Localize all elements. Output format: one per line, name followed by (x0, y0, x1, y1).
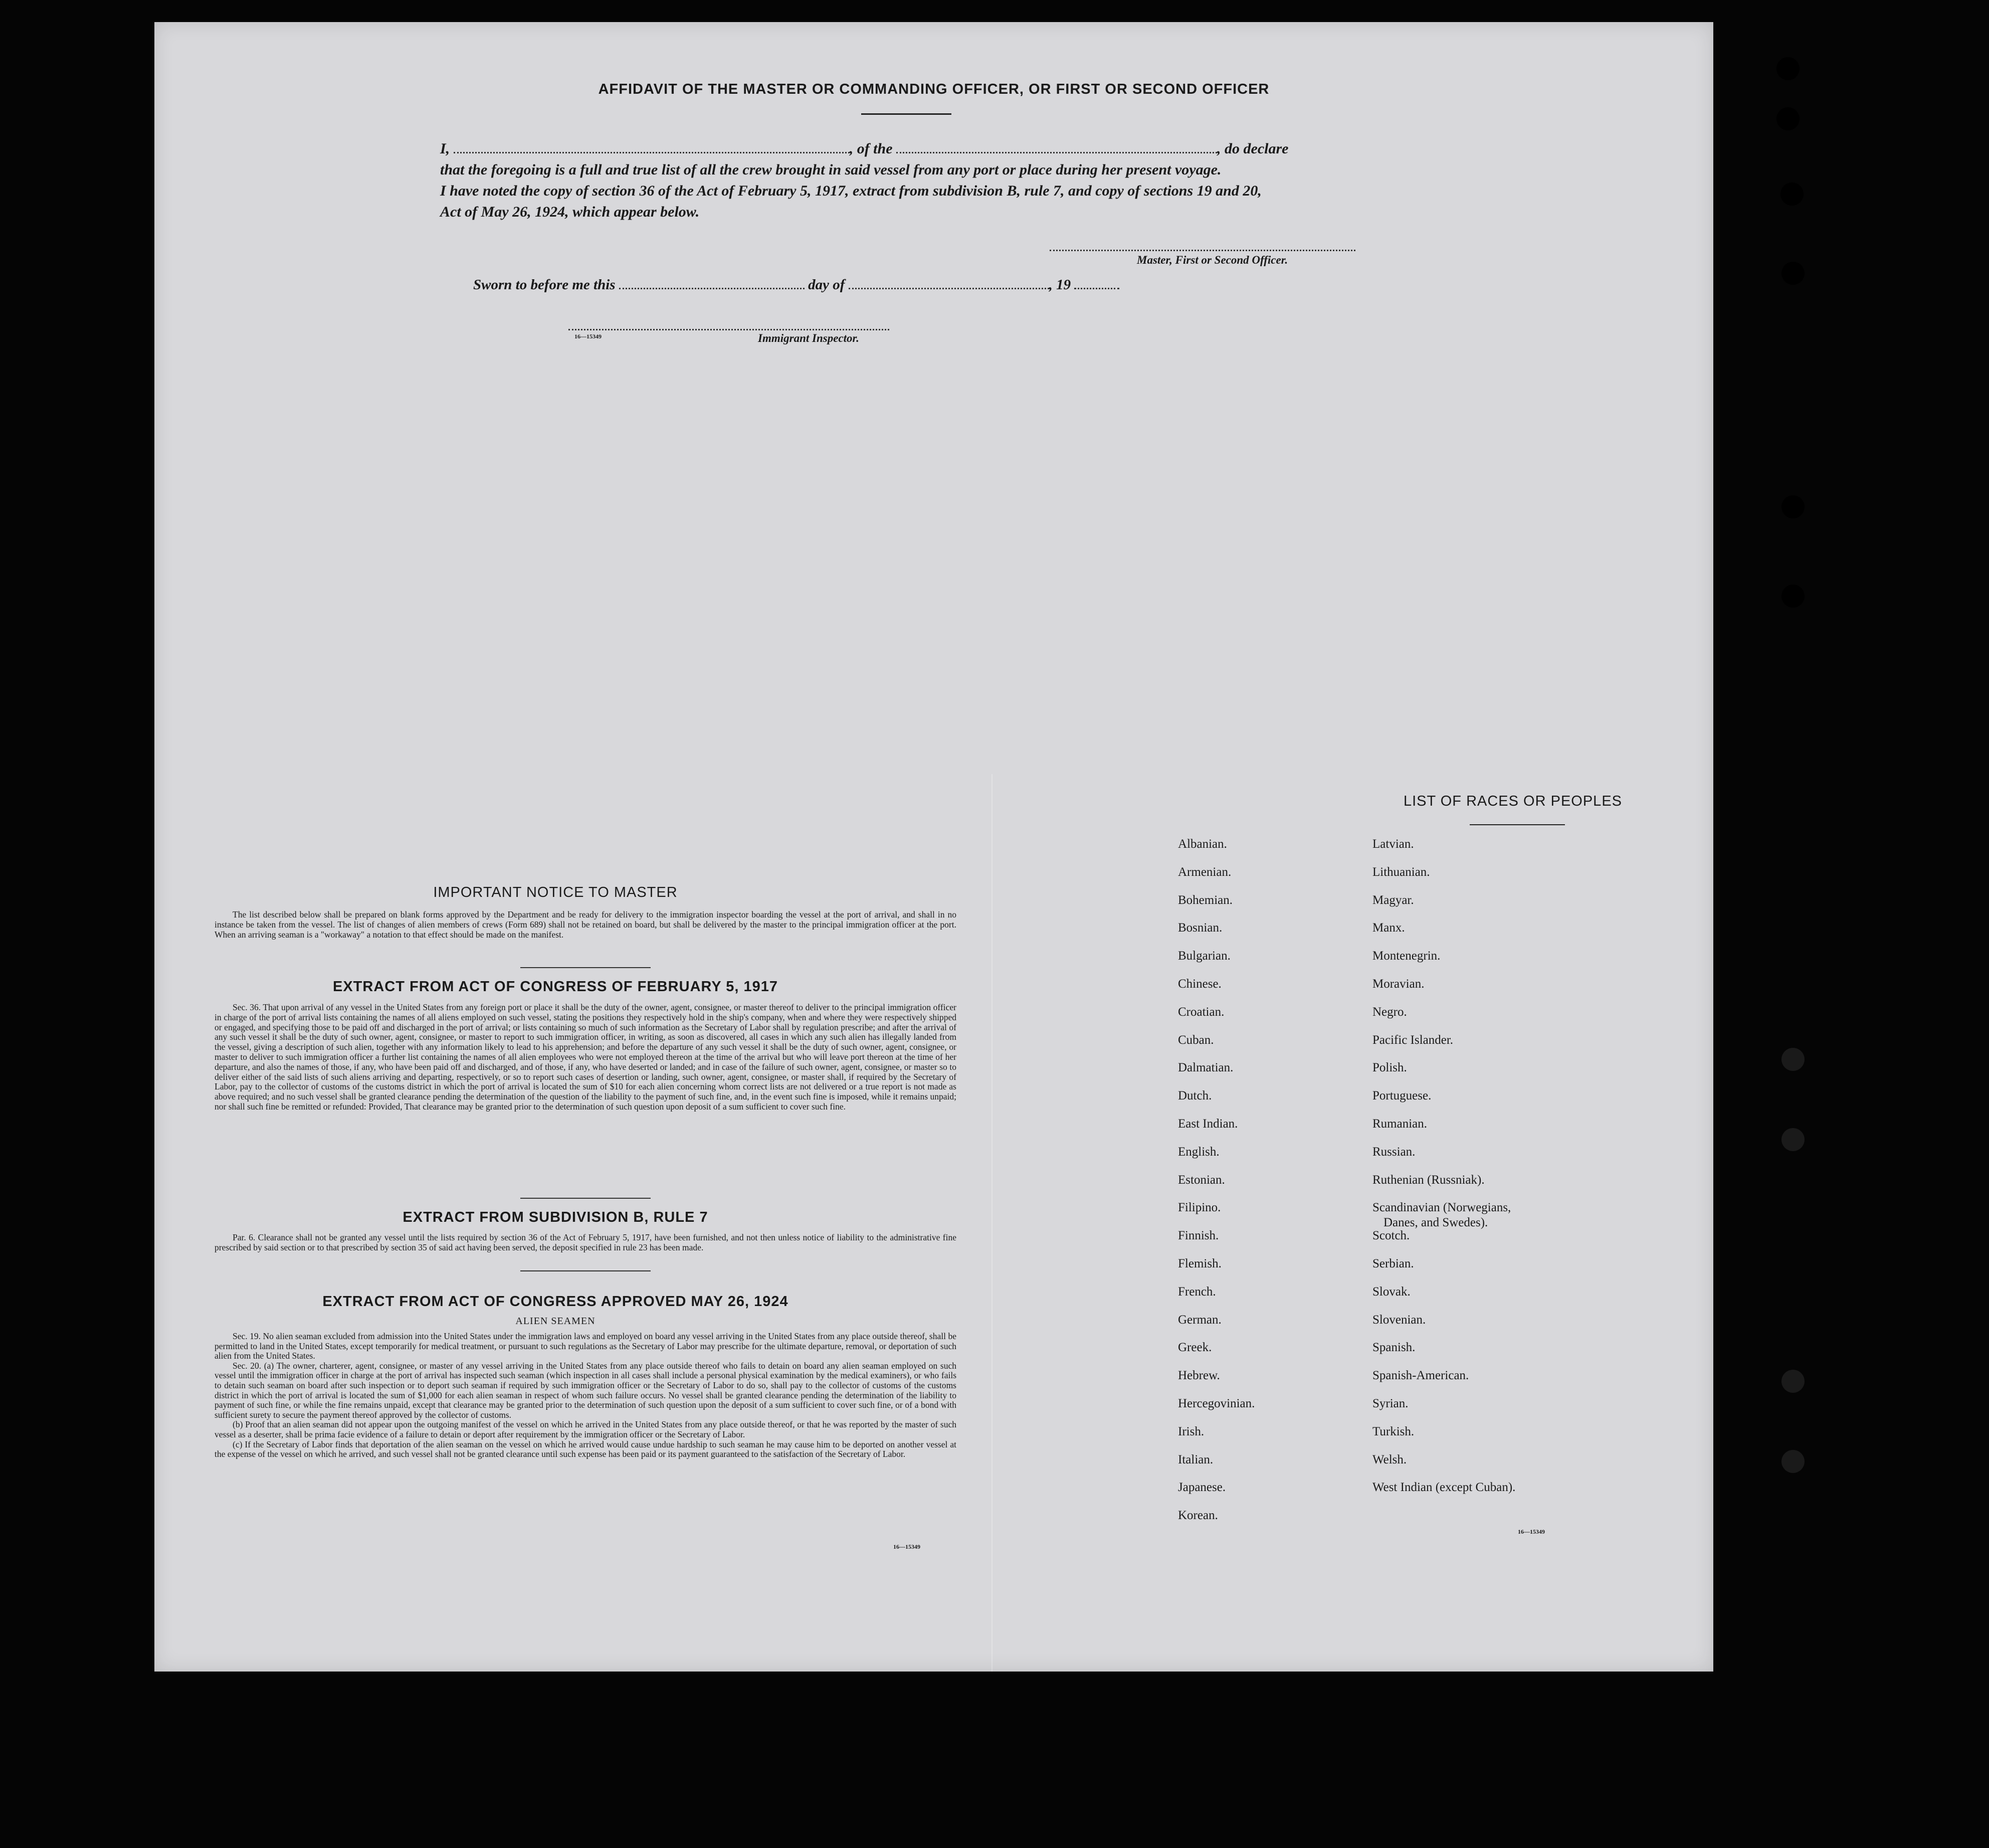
sworn-day: day of (808, 277, 845, 293)
extract-form-number: 16—15349 (893, 1543, 920, 1550)
binder-hole (1781, 262, 1805, 285)
race-item: Finnish. (1178, 1229, 1219, 1243)
race-item: Polish. (1372, 1061, 1407, 1075)
race-item: Portuguese. (1372, 1089, 1432, 1103)
inspector-signature-line (568, 329, 889, 330)
race-item: Manx. (1372, 921, 1405, 935)
affidavit-line-4: Act of May 26, 1924, which appear below. (440, 204, 700, 220)
races-title: LIST OF RACES OR PEOPLES (1403, 793, 1623, 809)
race-item: Flemish. (1178, 1257, 1222, 1270)
race-item: Chinese. (1178, 977, 1222, 991)
binder-hole (1781, 1048, 1805, 1071)
sworn-year: , 19 (1049, 277, 1071, 293)
race-item: East Indian. (1178, 1117, 1238, 1131)
affidavit-title: AFFIDAVIT OF THE MASTER OR COMMANDING OFFICER, OR FIRST OR SECOND OFFICER (598, 81, 1270, 97)
extract-1917-title: EXTRACT FROM ACT OF CONGRESS OF FEBRUARY 5, 1917 (332, 979, 778, 995)
race-item: Bohemian. (1178, 893, 1233, 907)
race-item: Dalmatian. (1178, 1061, 1234, 1075)
master-signature-line (1050, 250, 1355, 251)
sec-19-paragraph: Sec. 19. No alien seaman excluded from admission into the United States under the immigration laws and employed on board any vessel arriving in the United States from any place outside thereof, shall be permitted to land in the United States, except temporarily for medical treatment, or pursuant to such regulations as the Secretary of Labor may prescribe for the ultimate departure, removal, or deportation of such alien from the United States. (215, 1331, 956, 1361)
binder-hole (1776, 107, 1800, 130)
race-item: West Indian (except Cuban). (1372, 1481, 1516, 1495)
race-item: Hercegovinian. (1178, 1397, 1255, 1410)
binder-hole (1781, 1370, 1805, 1393)
race-item: Slovenian. (1372, 1313, 1426, 1327)
sworn-date-field (619, 288, 805, 289)
declarant-prefix: I, (440, 140, 450, 157)
race-item: Italian. (1178, 1452, 1214, 1466)
race-item: Scandinavian (Norwegians, (1372, 1201, 1511, 1215)
extract-1924-title: EXTRACT FROM ACT OF CONGRESS APPROVED MAY 26, 1924 (322, 1293, 788, 1310)
race-item: Russian. (1372, 1145, 1416, 1159)
declare-suffix: , do declare (1217, 140, 1289, 157)
race-item: Greek. (1178, 1341, 1212, 1355)
section-divider (520, 967, 651, 968)
rule7-title: EXTRACT FROM SUBDIVISION B, RULE 7 (403, 1209, 708, 1225)
affidavit-line-3: I have noted the copy of section 36 of the Act of February 5, 1917, extract from subdivision B, rule 7, and copy of sections 19 and 20, (440, 182, 1262, 199)
sec-20a-paragraph: Sec. 20. (a) The owner, charterer, agent, consignee, or master of any vessel arriving in the United States from any place outside thereof who fails to detain on board any alien seaman employed on such vessel until the immigration officer in charge at the port of arrival has inspected such seaman (which inspection in all cases shall include a personal physical examination by the medical examiners), or who fails to detain such seaman on board after such inspection or to deport such seaman if required by such immigration officer or the Secretary of Labor to do so, shall pay to the collector of customs of the customs district in which the port of arrival is located the sum of $1,000 for each alien seaman in respect of whom such failure occurs. No vessel shall be granted clearance pending the determination of the liability to payment of such fine, or while the fine remains unpaid, except that clearance may be granted prior to the determination of such question upon the deposit of a sum sufficient to cover such fine, or of a bond with sufficient surety to secure the payment thereof approved by the collector of customs. (215, 1360, 956, 1420)
notice-body (215, 909, 956, 940)
race-item: Slovak. (1372, 1284, 1411, 1299)
section-divider (520, 1198, 651, 1199)
sworn-line (473, 277, 1436, 293)
race-item: Irish. (1178, 1424, 1205, 1438)
extract-1917-paragraph: Sec. 36. That upon arrival of any vessel in the United States from any foreign port or place it shall be the duty of the owner, agent, consignee, or master thereof to deliver to the principal immigration officer in charge of the port of arrival lists containing the names of all aliens employed on such vessel, stating the positions they respectively hold in the ship's company, when and where they were respectively shipped or engaged, and specifying those to be paid off and discharged in the port of arrival; or lists containing so much of such information as the Secretary of Labor shall by regulation prescribe; and after the arrival of any such vessel it shall be the duty of such owner, agent, consignee, or master to report to such immigration officer, in writing, as soon as discovered, all cases in which any such alien has illegally landed from the vessel, giving a description of such alien, together with any information likely to lead to his apprehension; and before the departure of any such vessel it shall be the duty of such owner, agent, consignee, or master to deliver to such immigration officer a further list containing the names of all alien employees who were not employed thereon at the time of the arrival but who will leave port thereon at the time of her departure, and also the names of those, if any, who have been paid off and discharged, and of those, if any, who have deserted or landed; and in case of the failure of such owner, agent, consignee, or master so to deliver either of the said lists of such aliens arriving and departing, respectively, or so to report such cases of desertion or landing, such owner, agent, consignee, or master shall, if required by the Secretary of Labor, pay to the collector of customs of the customs district in which the port of arrival is located the sum of $10 for each alien concerning whom correct lists are not delivered or a true report is not made as above required; and no such vessel shall be granted clearance pending the determination of the question of the liability to the payment of such fine, and, in the event such fine is imposed, while it remains unpaid; nor shall such fine be remitted or refunded: Provided, That clearance may be granted prior to the determination of such question upon deposit of a sum sufficient to cover such fine. (215, 1002, 956, 1112)
binder-hole (1781, 495, 1805, 518)
vessel-prefix: , of the (849, 140, 893, 157)
race-item: Korean. (1178, 1509, 1218, 1523)
race-item: Spanish-American. (1372, 1369, 1469, 1383)
declarant-name-field (454, 152, 850, 153)
race-item: Pacific Islander. (1372, 1033, 1454, 1047)
master-signature-label: Master, First or Second Officer. (1137, 254, 1288, 266)
sec-20c-paragraph: (c) If the Secretary of Labor finds that deportation of the alien seaman on the vessel on which he arrived would cause undue hardship to such seaman he may cause him to be deported on another vessel at the expense of the vessel on which he arrived, and such vessel shall not be granted clearance until such expense has been paid or its payment guaranteed to the satisfaction of the Secretary of Labor. (215, 1439, 956, 1459)
race-item: Ruthenian (Russniak). (1372, 1173, 1485, 1187)
race-item: Serbian. (1372, 1257, 1414, 1270)
races-form-number: 16—15349 (1518, 1528, 1545, 1535)
binder-hole (1781, 585, 1805, 608)
race-item: Danes, and Swedes). (1383, 1216, 1488, 1230)
binder-hole (1776, 57, 1800, 80)
race-item: Bulgarian. (1178, 949, 1231, 963)
race-item: Syrian. (1372, 1397, 1409, 1410)
race-item: Negro. (1372, 1005, 1407, 1019)
race-item: Filipino. (1178, 1201, 1221, 1215)
race-item: Rumanian. (1372, 1117, 1428, 1131)
alien-seamen-subtitle: ALIEN SEAMEN (515, 1316, 595, 1327)
race-item: Latvian. (1372, 837, 1414, 851)
affidavit-line-2: that the foregoing is a full and true list of all the crew brought in said vessel from any port or place during her present voyage. (440, 161, 1222, 178)
extract-1917-body (215, 1003, 956, 1112)
race-item: Welsh. (1372, 1452, 1407, 1466)
notice-paragraph: The list described below shall be prepared on blank forms approved by the Department and be ready for delivery to the immigration inspector boarding the vessel at the port of arrival, and shall in no instance be taken from the vessel. The list of changes of alien members of crews (Form 689) shall not be retained on board, but shall be delivered by the master to the principal immigration officer at the port. When an arriving seaman is a "workaway" a notation to that effect should be made on the manifest. (215, 909, 956, 940)
race-item: Cuban. (1178, 1033, 1214, 1047)
race-item: Armenian. (1178, 865, 1232, 879)
rule7-body (215, 1232, 956, 1252)
race-item: Albanian. (1178, 837, 1227, 851)
race-item: Moravian. (1372, 977, 1425, 991)
binder-hole (1780, 182, 1804, 206)
race-item: Bosnian. (1178, 921, 1223, 935)
race-item: English. (1178, 1145, 1220, 1159)
sworn-month-field (849, 288, 1049, 289)
affidavit-line-1 (440, 140, 1403, 157)
affidavit-form-number: 16—15349 (574, 333, 602, 340)
race-item: Scotch. (1372, 1229, 1410, 1243)
sec-20b-paragraph: (b) Proof that an alien seaman did not appear upon the outgoing manifest of the vessel on which he arrived in the United States from any place outside thereof, or that he was reported by the master of such vessel as a deserter, shall be prima facie evidence of a failure to detain or deport after requirement by the immigration officer or the Secretary of Labor. (215, 1419, 956, 1439)
sworn-prefix: Sworn to before me this (473, 277, 616, 293)
race-item: Spanish. (1372, 1341, 1416, 1355)
race-item: Montenegrin. (1372, 949, 1441, 963)
race-item: German. (1178, 1313, 1222, 1327)
race-item: Turkish. (1372, 1424, 1415, 1438)
extract-1924-body (215, 1332, 956, 1459)
page-fold (991, 774, 992, 1672)
race-item: Japanese. (1178, 1481, 1226, 1495)
race-item: Lithuanian. (1372, 865, 1430, 879)
race-item: Dutch. (1178, 1089, 1212, 1103)
binder-hole (1781, 1128, 1805, 1151)
binder-hole (1781, 1450, 1805, 1473)
races-rule (1470, 824, 1565, 825)
race-item: Croatian. (1178, 1005, 1225, 1019)
section-divider (520, 1270, 651, 1271)
race-item: Magyar. (1372, 893, 1414, 907)
rule7-paragraph: Par. 6. Clearance shall not be granted any vessel until the lists required by section 36 of the Act of February 5, 1917, have been furnished, and not then unless notice of liability to the administrative fine prescribed by said section or to that prescribed by section 35 of said act having been served, the deposit specified in rule 23 has been made. (215, 1232, 956, 1252)
document-page (154, 22, 1713, 1672)
vessel-name-field (896, 152, 1217, 153)
race-item: Hebrew. (1178, 1369, 1220, 1383)
title-rule (861, 113, 951, 115)
race-item: French. (1178, 1284, 1216, 1299)
sworn-year-field (1074, 288, 1119, 289)
notice-title: IMPORTANT NOTICE TO MASTER (433, 884, 678, 900)
inspector-label: Immigrant Inspector. (758, 332, 859, 344)
race-item: Estonian. (1178, 1173, 1225, 1187)
